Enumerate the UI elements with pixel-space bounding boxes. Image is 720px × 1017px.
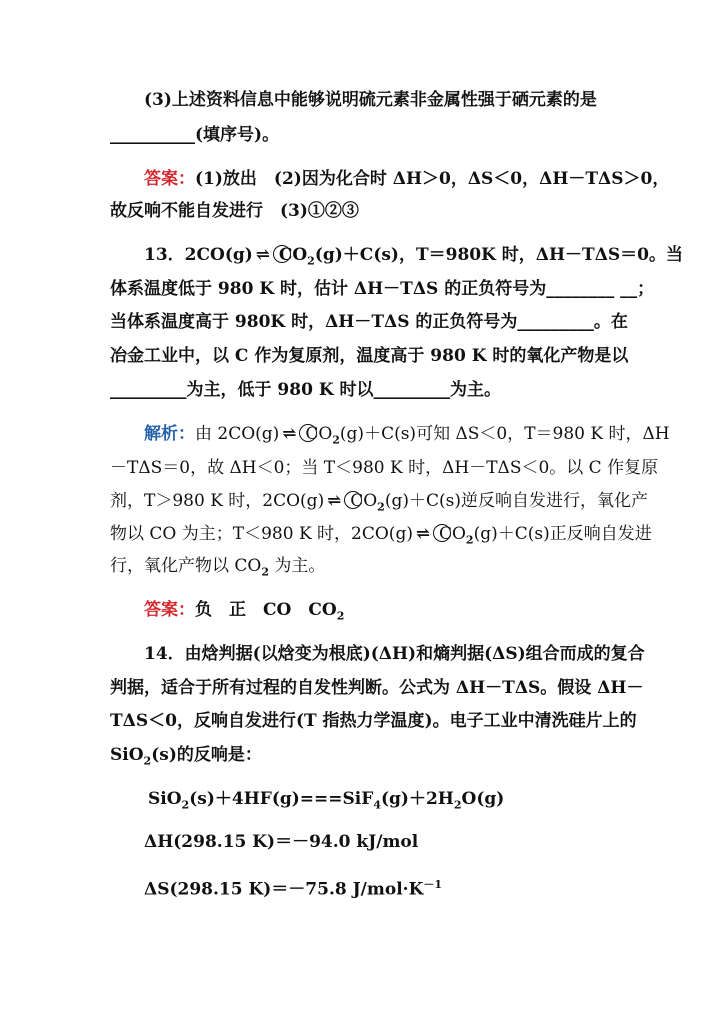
q13-line-1 bbox=[144, 244, 683, 272]
reversible-arrow-icon: ⇌ bbox=[282, 424, 297, 444]
answer-13-text: 负 正 CO CO bbox=[195, 600, 337, 620]
analysis-line-4 bbox=[110, 523, 652, 551]
q14-equation bbox=[148, 788, 504, 816]
subscript: 2 bbox=[377, 500, 385, 514]
subscript: 2 bbox=[332, 433, 340, 447]
equation-part: (g)＋2H bbox=[381, 789, 454, 809]
analysis-text: 物以 CO 为主；T＜980 K 时，2CO(g) bbox=[110, 524, 413, 544]
reversible-arrow-icon: ⇌ bbox=[415, 524, 431, 544]
analysis-text: 剂，T＞980 K 时，2CO(g) bbox=[110, 491, 325, 511]
answer-12-text: (1)放出 (2)因为化合时 ΔH＞0，ΔS＜0，ΔH－TΔS＞0， bbox=[195, 169, 670, 189]
subscript: 2 bbox=[453, 798, 462, 812]
analysis-text: CO bbox=[305, 424, 333, 444]
subscript: 2 bbox=[465, 533, 474, 547]
equation-part: O(g) bbox=[461, 789, 505, 809]
answer-13 bbox=[144, 599, 344, 627]
q3-line-1: (3)上述资料信息中能够说明硫元素非金属性强于硒元素的是 bbox=[144, 90, 597, 110]
subscript: 2 bbox=[307, 254, 315, 268]
analysis-text: 由 2CO(g) bbox=[195, 424, 280, 444]
q14-text: SiO bbox=[110, 745, 144, 765]
q13-eq-right: (g)＋C(s)，T＝980K 时，ΔH－TΔS＝0。当 bbox=[314, 245, 684, 265]
reversible-arrow-icon: ⇌ bbox=[327, 491, 342, 511]
analysis-label: 解析： bbox=[144, 424, 195, 444]
q14-line-2: 判据，适合于所有过程的自发性判断。公式为 ΔH－TΔS。假设 ΔH－ bbox=[110, 678, 644, 698]
superscript: －1 bbox=[423, 878, 443, 891]
analysis-text: (g)＋C(s)正反响自发进 bbox=[473, 524, 652, 544]
analysis-text: CO bbox=[350, 491, 378, 511]
analysis-line-2: －TΔS＝0，故 ΔH＜0；当 T＜980 K 时，ΔH－TΔS＜0。以 C 作复原 bbox=[110, 458, 659, 478]
q13-eq-left: 13．2CO(g) bbox=[144, 245, 253, 265]
q14-delta-s bbox=[144, 874, 442, 901]
analysis-text: 行，氧化产物以 CO bbox=[110, 556, 262, 576]
subscript: 2 bbox=[143, 754, 152, 768]
answer-12-line-2: 故反响不能自发进行 (3)①②③ bbox=[110, 201, 359, 221]
q14-line-3: TΔS＜0，反响自发进行(T 指热力学温度)。电子工业中清洗硅片上的 bbox=[110, 711, 637, 731]
answer-label: 答案： bbox=[144, 169, 195, 189]
analysis-line-1 bbox=[144, 423, 670, 451]
q14-delta-h: ΔH(298.15 K)＝－94.0 kJ/mol bbox=[144, 832, 419, 852]
delta-s-text: ΔS(298.15 K)＝－75.8 J/mol·K bbox=[144, 879, 424, 900]
equation-part: (s)＋4HF(g)===SiF bbox=[189, 789, 374, 809]
analysis-text: CO bbox=[438, 524, 466, 544]
q13-line-2: 体系温度低于 980 K 时，估计 ΔH－TΔS 的正负符号为________ __； bbox=[110, 279, 655, 299]
analysis-line-3 bbox=[110, 490, 648, 518]
analysis-text: (g)＋C(s)逆反响自发进行，氧化产 bbox=[384, 491, 648, 511]
reversible-arrow-icon: ⇌ bbox=[255, 245, 270, 265]
q14-line-1: 14．由焓判据(以焓变为根底)(ΔH)和熵判据(ΔS)组合而成的复合 bbox=[144, 644, 645, 664]
answer-label: 答案： bbox=[144, 600, 195, 620]
q13-eq-co: CO bbox=[278, 245, 308, 265]
q13-line-5: _________为主，低于 980 K 时以_________为主。 bbox=[110, 380, 502, 400]
subscript: 2 bbox=[181, 798, 190, 812]
analysis-text: 为主。 bbox=[269, 556, 326, 576]
q13-line-3: 当体系温度高于 980K 时，ΔH－TΔS 的正负符号为_________。在 bbox=[110, 312, 628, 332]
q13-line-4: 冶金工业中，以 C 作为复原剂，温度高于 980 K 时的氧化产物是以 bbox=[110, 346, 629, 366]
subscript: 2 bbox=[261, 565, 270, 579]
analysis-text: (g)＋C(s)可知 ΔS＜0，T＝980 K 时，ΔH bbox=[339, 424, 670, 444]
q14-text: (s)的反响是： bbox=[151, 745, 262, 765]
equation-part: SiO bbox=[148, 789, 182, 809]
q3-line-2: __________(填序号)。 bbox=[110, 125, 280, 145]
analysis-line-5 bbox=[110, 555, 325, 583]
q14-line-4 bbox=[110, 744, 262, 772]
subscript: 2 bbox=[336, 609, 345, 623]
answer-12-line-1 bbox=[144, 168, 669, 190]
subscript: 4 bbox=[373, 798, 381, 812]
